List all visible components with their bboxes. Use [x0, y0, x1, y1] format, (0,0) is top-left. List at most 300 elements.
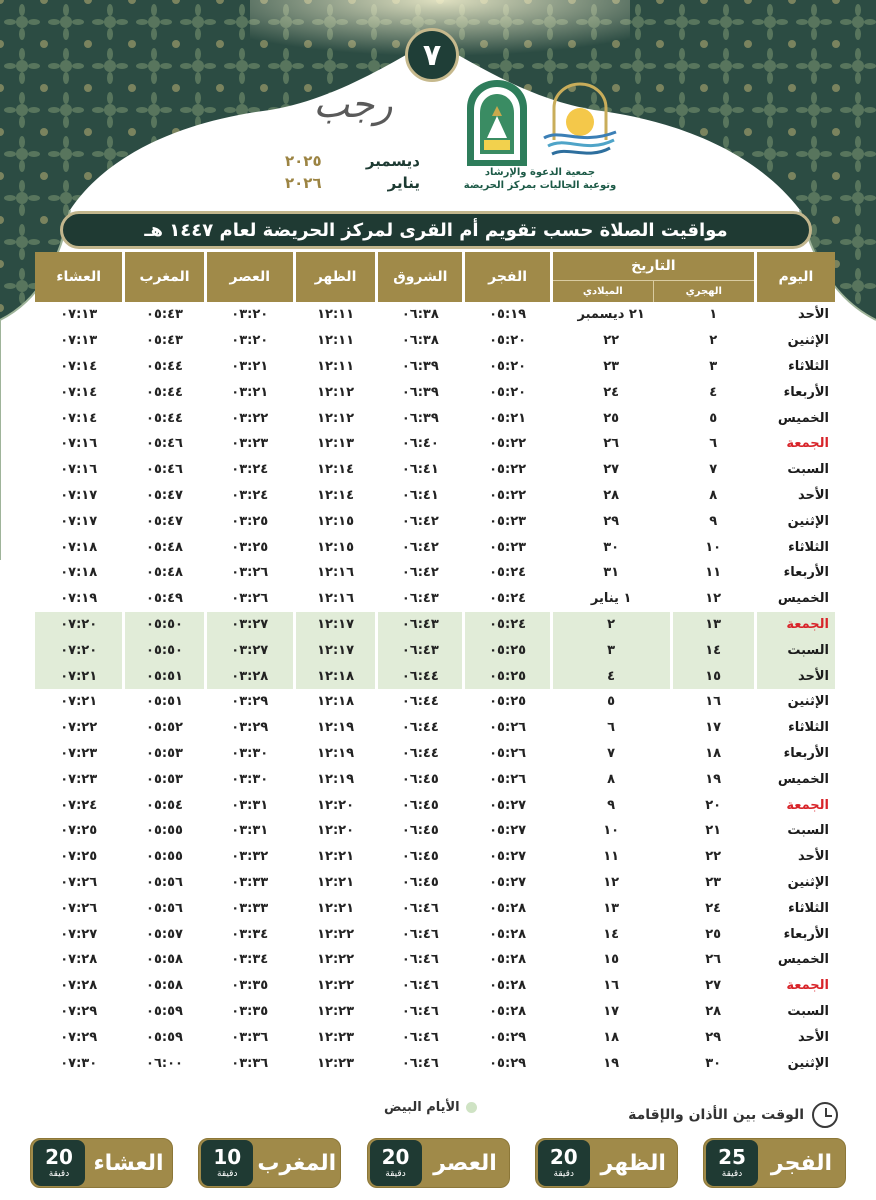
cell-gregorian: ٦ [607, 720, 616, 736]
cell-asr: ٠٣:٢٥ [231, 539, 269, 555]
cell-hijri: ٧ [709, 462, 718, 478]
cell-sunrise: ٠٦:٤٦ [401, 978, 439, 994]
cell-sunrise: ٠٦:٤٥ [401, 797, 439, 813]
cell-asr: ٠٣:٢٠ [231, 307, 269, 323]
cell-isha: ٠٧:١٨ [60, 539, 98, 555]
cell-sunrise: ٠٦:٣٨ [401, 333, 439, 349]
cell-hijri: ٢٤ [705, 900, 722, 916]
cell-sunrise: ٠٦:٤٣ [378, 612, 462, 638]
cell-asr: ٠٣:٢٢ [231, 410, 269, 426]
col-date [553, 252, 754, 302]
cell-isha: ٠٧:٢٥ [60, 823, 98, 839]
col-sunrise: الشروق [378, 252, 462, 302]
cell-fajr: ٠٥:٢٣ [489, 539, 527, 555]
table-row [35, 508, 835, 534]
table-row [35, 689, 835, 715]
cell-isha: ٠٧:١٨ [60, 565, 98, 581]
cell-maghrib: ٠٥:٥٣ [146, 745, 183, 761]
cell-asr: ٠٣:٢٥ [231, 513, 269, 529]
iqama-unit: دقيقة [721, 1169, 743, 1179]
cell-dhuhr: ١٢:٢١ [317, 849, 355, 865]
cell-gregorian: ٢٢ [603, 333, 620, 349]
cell-asr: ٠٣:٣١ [231, 823, 269, 839]
iqama-minutes-badge [33, 1140, 85, 1186]
table-row [35, 663, 835, 689]
cell-gregorian: ١ يناير [590, 591, 632, 607]
cell-day: الجمعة [786, 797, 829, 813]
table-row [35, 379, 835, 405]
cell-maghrib: ٠٥:٤٣ [146, 333, 183, 349]
cell-fajr: ٠٥:٢٩ [489, 1029, 527, 1045]
cell-dhuhr: ١٢:٢٢ [317, 978, 355, 994]
legend [0, 1096, 876, 1136]
table-row [35, 715, 835, 741]
cell-maghrib: ٠٥:٤٩ [146, 591, 183, 607]
association-name-line: جمعية الدعوة والإرشاد [484, 167, 596, 178]
cell-sunrise: ٠٦:٣٩ [401, 384, 439, 400]
cell-sunrise: ٠٦:٤٤ [401, 694, 439, 710]
cell-sunrise: ٠٦:٤٦ [401, 1055, 439, 1071]
cell-maghrib: ٠٥:٤٧ [146, 487, 183, 503]
cell-gregorian: ١٢ [603, 874, 620, 890]
cell-maghrib: ٠٥:٥٨ [146, 978, 183, 994]
cell-asr: ٠٣:٣٣ [231, 874, 269, 890]
table-row [35, 612, 835, 638]
cell-fajr: ٠٥:٢٤ [465, 612, 549, 638]
cell-isha: ٠٧:٢٨ [60, 952, 98, 968]
cell-sunrise: ٠٦:٤١ [401, 487, 439, 503]
table-row [35, 431, 835, 457]
col-date-label: التاريخ [553, 252, 754, 281]
cell-dhuhr: ١٢:٢٢ [317, 926, 355, 942]
cell-maghrib: ٠٥:٥٨ [146, 952, 183, 968]
iqama-prayer-name: الفجر [770, 1150, 833, 1176]
cell-dhuhr: ١٢:١٥ [317, 513, 355, 529]
cell-fajr: ٠٥:٢٢ [489, 462, 527, 478]
cell-hijri: ٢٦ [705, 952, 722, 968]
cell-hijri: ٣٠ [705, 1055, 722, 1071]
cell-asr: ٠٣:٣٢ [231, 849, 269, 865]
cell-isha: ٠٧:١٤ [60, 384, 98, 400]
cell-dhuhr: ١٢:١٤ [317, 462, 355, 478]
col-gregorian: الميلادي [582, 286, 623, 297]
cell-isha: ٠٧:٢٨ [60, 978, 98, 994]
iqama-box-isha [30, 1138, 173, 1188]
cell-hijri: ٢٠ [705, 797, 722, 813]
cell-day: الأحد [797, 849, 829, 865]
cell-day: الأحد [797, 307, 829, 323]
cell-maghrib: ٠٥:٥٢ [146, 720, 183, 736]
table-row [35, 1050, 835, 1076]
cell-gregorian: ١٦ [603, 978, 620, 994]
cell-maghrib: ٠٥:٥٧ [146, 926, 183, 942]
cell-gregorian: ٢ [553, 612, 670, 638]
cell-day: الإثنين [787, 333, 829, 349]
cell-day: الأربعاء [783, 926, 829, 942]
cell-gregorian: ٥ [607, 694, 616, 710]
cell-sunrise: ٠٦:٤٤ [401, 720, 439, 736]
cell-asr: ٠٣:٢١ [231, 358, 269, 374]
table-row [35, 792, 835, 818]
cell-gregorian: ١٧ [603, 1003, 620, 1019]
cell-fajr: ٠٥:٢٨ [489, 952, 527, 968]
iqama-minutes-badge [201, 1140, 253, 1186]
cell-isha: ٠٧:٢٣ [60, 745, 98, 761]
cell-day: السبت [787, 462, 829, 478]
cell-asr: ٠٣:٢٩ [231, 720, 269, 736]
cell-asr: ٠٣:٢٨ [207, 663, 293, 689]
table-row [35, 818, 835, 844]
cell-dhuhr: ١٢:١٥ [317, 539, 355, 555]
cell-dhuhr: ١٢:٢١ [317, 874, 355, 890]
gregorian-months [285, 150, 420, 194]
table-row [35, 895, 835, 921]
cell-gregorian: ١٤ [603, 926, 620, 942]
col-day: اليوم [757, 252, 835, 302]
white-days-legend-text: الأيام البيض [384, 1100, 460, 1115]
cell-sunrise: ٠٦:٤٥ [401, 771, 439, 787]
cell-dhuhr: ١٢:١٦ [317, 565, 355, 581]
col-dhuhr: الظهر [296, 252, 375, 302]
cell-fajr: ٠٥:٢٤ [489, 565, 527, 581]
iqama-minutes-badge [706, 1140, 758, 1186]
cell-asr: ٠٣:٢٦ [231, 565, 269, 581]
cell-gregorian: ١٠ [603, 823, 620, 839]
table-row [35, 534, 835, 560]
cell-fajr: ٠٥:٢٨ [489, 1003, 527, 1019]
cell-sunrise: ٠٦:٤٣ [401, 591, 439, 607]
cell-fajr: ٠٥:٢٠ [489, 333, 527, 349]
cell-isha: ٠٧:١٣ [60, 307, 98, 323]
cell-fajr: ٠٥:٢٧ [489, 823, 527, 839]
cell-day: الأربعاء [783, 565, 829, 581]
cell-asr: ٠٣:٢٠ [231, 333, 269, 349]
cell-isha: ٠٧:٢٢ [60, 720, 98, 736]
cell-gregorian: ٢٥ [603, 410, 620, 426]
cell-sunrise: ٠٦:٣٩ [401, 358, 439, 374]
cell-maghrib: ٠٥:٤٤ [146, 384, 183, 400]
table-row [35, 637, 835, 663]
table-row [35, 328, 835, 354]
cell-fajr: ٠٥:١٩ [489, 307, 527, 323]
cell-hijri: ٢٧ [705, 978, 722, 994]
iqama-legend-text: الوقت بين الأذان والإقامة [628, 1107, 804, 1123]
cell-gregorian: ٢٣ [603, 358, 620, 374]
cell-hijri: ٣ [709, 358, 718, 374]
cell-hijri: ١١ [705, 565, 722, 581]
cell-sunrise: ٠٦:٤٦ [401, 1029, 439, 1045]
table-row [35, 354, 835, 380]
cell-dhuhr: ١٢:١٣ [317, 436, 355, 452]
cell-dhuhr: ١٢:٢٠ [317, 823, 355, 839]
iqama-box-asr [367, 1138, 510, 1188]
iqama-prayer-name: العشاء [93, 1150, 164, 1176]
cell-day: الأربعاء [783, 745, 829, 761]
cell-day: السبت [787, 823, 829, 839]
iqama-prayer-name: العصر [433, 1150, 497, 1176]
cell-hijri: ٢٢ [705, 849, 722, 865]
cell-sunrise: ٠٦:٤٤ [378, 663, 462, 689]
cell-sunrise: ٠٦:٤٢ [401, 565, 439, 581]
cell-dhuhr: ١٢:١٢ [317, 384, 355, 400]
iqama-box-fajr [703, 1138, 846, 1188]
cell-isha: ٠٧:١٦ [60, 462, 98, 478]
cell-sunrise: ٠٦:٤٦ [401, 900, 439, 916]
cell-maghrib: ٠٥:٥٥ [146, 823, 183, 839]
prayer-times-table-wrapper [32, 252, 838, 1076]
cell-hijri: ٩ [709, 513, 718, 529]
cell-dhuhr: ١٢:١١ [317, 333, 355, 349]
cell-sunrise: ٠٦:٤٦ [401, 1003, 439, 1019]
cell-sunrise: ٠٦:٤٦ [401, 926, 439, 942]
cell-isha: ٠٧:٢٤ [60, 797, 98, 813]
cell-gregorian: ٨ [607, 771, 616, 787]
cell-dhuhr: ١٢:١٨ [317, 694, 355, 710]
cell-asr: ٠٣:٣٥ [231, 1003, 269, 1019]
cell-dhuhr: ١٢:١١ [317, 307, 355, 323]
iqama-legend [628, 1102, 838, 1128]
cell-sunrise: ٠٦:٤٥ [401, 874, 439, 890]
cell-maghrib: ٠٥:٤٨ [146, 565, 183, 581]
cell-isha: ٠٧:٢١ [35, 663, 122, 689]
cell-hijri: ١٢ [705, 591, 722, 607]
cell-gregorian: ١٥ [603, 952, 620, 968]
cell-hijri: ٢٩ [705, 1029, 722, 1045]
col-asr: العصر [207, 252, 293, 302]
cell-maghrib: ٠٥:٥٩ [146, 1003, 183, 1019]
cell-day: الأحد [797, 1029, 829, 1045]
cell-maghrib: ٠٥:٥١ [125, 663, 203, 689]
cell-maghrib: ٠٥:٤٧ [146, 513, 183, 529]
col-fajr: الفجر [465, 252, 549, 302]
cell-gregorian: ٣ [553, 637, 670, 663]
iqama-minutes: 10 [213, 1145, 242, 1169]
cell-isha: ٠٧:٢٩ [60, 1029, 98, 1045]
cell-fajr: ٠٥:٢٥ [489, 694, 527, 710]
cell-hijri: ٢٨ [705, 1003, 722, 1019]
cell-sunrise: ٠٦:٤٣ [378, 637, 462, 663]
cell-gregorian: ٢٧ [603, 462, 620, 478]
table-row [35, 973, 835, 999]
iqama-minutes-badge [538, 1140, 590, 1186]
cell-day: الخميس [777, 771, 829, 787]
cell-fajr: ٠٥:٢٨ [489, 900, 527, 916]
cell-dhuhr: ١٢:٢٣ [317, 1003, 355, 1019]
iqama-minutes: 20 [381, 1145, 410, 1169]
cell-sunrise: ٠٦:٤٤ [401, 745, 439, 761]
cell-hijri: ٥ [709, 410, 718, 426]
iqama-unit: دقيقة [385, 1169, 406, 1179]
cell-asr: ٠٣:٢٧ [207, 612, 293, 638]
cell-fajr: ٠٥:٢٥ [465, 637, 549, 663]
cell-day: الإثنين [787, 513, 829, 529]
cell-asr: ٠٣:٣٥ [231, 978, 269, 994]
cell-fajr: ٠٥:٢٦ [489, 745, 527, 761]
cell-isha: ٠٧:١٧ [60, 513, 98, 529]
table-body [35, 302, 835, 1076]
cell-sunrise: ٠٦:٤٦ [401, 952, 439, 968]
cell-day: الأحد [757, 663, 835, 689]
cell-maghrib: ٠٥:٥٦ [146, 874, 183, 890]
cell-hijri: ١٤ [673, 637, 754, 663]
col-date-subheaders [553, 281, 754, 302]
month-name: ديسمبر [365, 152, 420, 170]
cell-asr: ٠٣:٣٠ [231, 771, 269, 787]
cell-sunrise: ٠٦:٤٢ [401, 539, 439, 555]
association-logo-icon [540, 80, 620, 164]
cell-day: الثلاثاء [788, 720, 829, 736]
cell-hijri: ١٠ [705, 539, 722, 555]
cell-hijri: ١٦ [705, 694, 722, 710]
cell-fajr: ٠٥:٢٢ [489, 436, 527, 452]
table-row [35, 766, 835, 792]
cell-maghrib: ٠٦:٠٠ [146, 1055, 183, 1071]
cell-isha: ٠٧:١٩ [60, 591, 98, 607]
white-days-dot-icon [466, 1102, 477, 1113]
iqama-boxes [30, 1138, 846, 1190]
cell-dhuhr: ١٢:١٧ [296, 637, 375, 663]
cell-isha: ٠٧:٣٠ [60, 1055, 98, 1071]
cell-fajr: ٠٥:٢٢ [489, 487, 527, 503]
cell-hijri: ١٧ [705, 720, 722, 736]
cell-dhuhr: ١٢:١٩ [317, 771, 355, 787]
cell-hijri: ١٩ [705, 771, 722, 787]
cell-isha: ٠٧:٢٦ [60, 874, 98, 890]
cell-asr: ٠٣:٢٤ [231, 487, 269, 503]
cell-fajr: ٠٥:٢١ [489, 410, 527, 426]
page-title: مواقيت الصلاة حسب تقويم أم القرى لمركز الحريضة لعام ١٤٤٧ هـ [60, 211, 812, 249]
month-row [285, 150, 420, 172]
cell-isha: ٠٧:١٣ [60, 333, 98, 349]
cell-dhuhr: ١٢:١١ [317, 358, 355, 374]
table-row [35, 457, 835, 483]
cell-sunrise: ٠٦:٣٩ [401, 410, 439, 426]
month-year: ٢٠٢٦ [285, 174, 322, 192]
cell-dhuhr: ١٢:١٩ [317, 745, 355, 761]
cell-hijri: ١٣ [673, 612, 754, 638]
iqama-unit: دقيقة [553, 1169, 574, 1179]
cell-isha: ٠٧:١٧ [60, 487, 98, 503]
cell-fajr: ٠٥:٢٨ [489, 926, 527, 942]
table-row [35, 999, 835, 1025]
cell-fajr: ٠٥:٢٦ [489, 771, 527, 787]
cell-asr: ٠٣:٣٣ [231, 900, 269, 916]
cell-isha: ٠٧:٢١ [60, 694, 98, 710]
cell-isha: ٠٧:٢٩ [60, 1003, 98, 1019]
iqama-minutes: 20 [45, 1145, 73, 1169]
cell-dhuhr: ١٢:١٢ [317, 410, 355, 426]
cell-hijri: ٦ [709, 436, 718, 452]
cell-sunrise: ٠٦:٤٥ [401, 849, 439, 865]
header [0, 0, 876, 200]
cell-asr: ٠٣:٢٣ [231, 436, 269, 452]
cell-fajr: ٠٥:٢٧ [489, 874, 527, 890]
cell-maghrib: ٠٥:٤٤ [146, 410, 183, 426]
iqama-unit: دقيقة [48, 1169, 70, 1179]
iqama-unit: دقيقة [217, 1169, 238, 1179]
cell-isha: ٠٧:١٦ [60, 436, 98, 452]
cell-maghrib: ٠٥:٤٦ [146, 436, 183, 452]
cell-gregorian: ٩ [607, 797, 616, 813]
cell-gregorian: ٤ [553, 663, 670, 689]
table-row [35, 870, 835, 896]
cell-fajr: ٠٥:٢٤ [489, 591, 527, 607]
table-row [35, 947, 835, 973]
prayer-times-table [32, 252, 838, 1076]
cell-gregorian: ٢٦ [603, 436, 620, 452]
ministry-logo-icon [462, 78, 532, 166]
cell-maghrib: ٠٥:٥٣ [146, 771, 183, 787]
cell-maghrib: ٠٥:٥٥ [146, 849, 183, 865]
association-name [455, 166, 625, 192]
cell-gregorian: ٢٤ [603, 384, 620, 400]
iqama-prayer-name: المغرب [257, 1150, 337, 1176]
cell-day: السبت [787, 1003, 829, 1019]
table-row [35, 1024, 835, 1050]
cell-day: الأحد [797, 487, 829, 503]
cell-asr: ٠٣:٢٤ [231, 462, 269, 478]
cell-hijri: ٢٣ [705, 874, 722, 890]
cell-hijri: ١٥ [673, 663, 754, 689]
cell-gregorian: ١١ [603, 849, 620, 865]
cell-hijri: ١٨ [705, 745, 722, 761]
cell-gregorian: ٧ [607, 745, 616, 761]
cell-day: الخميس [777, 410, 829, 426]
cell-fajr: ٠٥:٢٧ [489, 797, 527, 813]
cell-gregorian: ٢٩ [603, 513, 620, 529]
cell-fajr: ٠٥:٢٧ [489, 849, 527, 865]
cell-dhuhr: ١٢:١٩ [317, 720, 355, 736]
white-days-legend [384, 1100, 477, 1115]
cell-hijri: ٢ [709, 333, 718, 349]
iqama-minutes-badge [370, 1140, 422, 1186]
table-row [35, 741, 835, 767]
cell-day: الثلاثاء [788, 900, 829, 916]
cell-day: الخميس [777, 952, 829, 968]
table-row [35, 405, 835, 431]
cell-gregorian: ١٩ [603, 1055, 620, 1071]
association-name-line: وتوعية الجاليات بمركز الحريضة [463, 180, 617, 191]
cell-isha: ٠٧:١٤ [60, 358, 98, 374]
table-row [35, 483, 835, 509]
cell-dhuhr: ١٢:٢٠ [317, 797, 355, 813]
iqama-prayer-name: الظهر [600, 1150, 666, 1176]
cell-asr: ٠٣:٣١ [231, 797, 269, 813]
page-number-badge: ٧ [405, 28, 459, 82]
cell-isha: ٠٧:١٤ [60, 410, 98, 426]
cell-sunrise: ٠٦:٤١ [401, 462, 439, 478]
cell-day: الثلاثاء [788, 539, 829, 555]
cell-maghrib: ٠٥:٥٠ [125, 612, 203, 638]
cell-day: الجمعة [757, 612, 835, 638]
table-row [35, 921, 835, 947]
cell-gregorian: ١٣ [603, 900, 620, 916]
cell-dhuhr: ١٢:٢٢ [317, 952, 355, 968]
table-row [35, 844, 835, 870]
cell-asr: ٠٣:٢٧ [207, 637, 293, 663]
cell-sunrise: ٠٦:٤٠ [401, 436, 439, 452]
cell-asr: ٠٣:٣٦ [231, 1055, 269, 1071]
cell-day: الإثنين [787, 694, 829, 710]
cell-asr: ٠٣:٣٦ [231, 1029, 269, 1045]
iqama-box-dhuhr [535, 1138, 678, 1188]
cell-gregorian: ٣١ [603, 565, 620, 581]
cell-day: الخميس [777, 591, 829, 607]
col-maghrib: المغرب [125, 252, 203, 302]
col-hijri: الهجري [653, 281, 754, 302]
cell-gregorian: ٢٨ [603, 487, 620, 503]
cell-asr: ٠٣:٢٩ [231, 694, 269, 710]
